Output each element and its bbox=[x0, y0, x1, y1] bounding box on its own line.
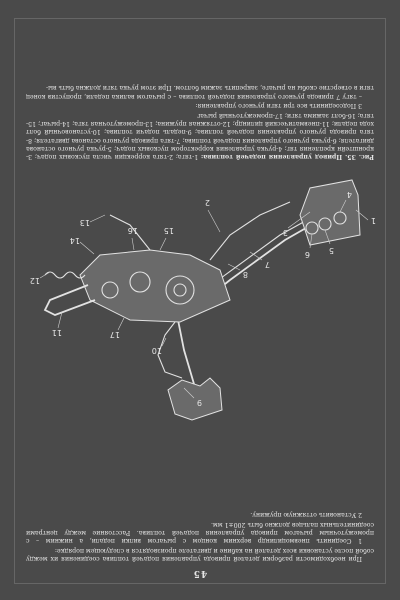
callout-1: 1 bbox=[370, 216, 376, 225]
callout-15: 15 bbox=[163, 226, 174, 235]
return-spring-drawing bbox=[45, 272, 85, 278]
callout-8: 8 bbox=[242, 270, 248, 279]
fuel-control-drive-figure bbox=[20, 168, 380, 450]
callout-14: 14 bbox=[69, 236, 80, 245]
callout-leader bbox=[208, 210, 220, 232]
callout-leader bbox=[80, 242, 94, 254]
callout-leader bbox=[90, 215, 105, 222]
callout-17: 17 bbox=[109, 330, 120, 339]
instructions-text-top bbox=[26, 452, 374, 562]
callout-11: 11 bbox=[51, 328, 62, 337]
figure-caption-text: 1-тяга; 2-тяга коррекции числа пусковых подач; 3-кронштейн крепления тяг; 4-ручка управления корректором пусковых подач; 5-ручка ручного останова двигателя; 6-ручка ручного управления подачей топлива; 7-тяга привода ручного останова двигателя; 8-тяга привода ручного управления подачей топлива; 9-педаль подачи топлива; 10-установочный болт хода педали; 11-пневматический цилиндр; 12-оттяжная пружина; 13-промежуточная тяга; 14-рычаг; 15-тяга; 16-болт зажима тяги; 17-промежуточный рычаг bbox=[26, 111, 374, 160]
paragraph: 2 Установить оттяжную пружину. bbox=[250, 510, 362, 518]
callout-leader bbox=[160, 238, 166, 250]
callout-leader bbox=[118, 318, 124, 330]
figure-caption bbox=[26, 111, 374, 160]
callout-9: 9 bbox=[196, 398, 202, 407]
callout-10: 10 bbox=[151, 346, 162, 355]
page-number: 45 bbox=[192, 568, 208, 578]
figure-caption-label: Рис. 35. Привод управления подачей топлива: bbox=[200, 153, 374, 160]
lower-rod-drawing bbox=[210, 202, 290, 260]
figure-drawing bbox=[20, 168, 380, 450]
callout-3: 3 bbox=[282, 228, 288, 237]
instructions-text-bottom bbox=[26, 20, 374, 160]
callout-16: 16 bbox=[127, 226, 138, 235]
pedal-bracket-drawing bbox=[168, 378, 222, 420]
callout-7: 7 bbox=[264, 260, 270, 269]
callout-12: 12 bbox=[29, 276, 40, 285]
paragraph: При необходимости разборки деталей привода управления подачей топлива соединения их между собой после установки всех деталей на кабине и двигателе производятся в следующем порядке: bbox=[26, 546, 374, 562]
callout-6: 6 bbox=[304, 250, 310, 259]
paragraph: – тягу 7 привода ручного управления подачей топлива – с рычагом валика педали, пропустив конец тяги в отверстие скобы на рычаге, закрепить зажим болтом. При этом ручка тяги должна быть вы- bbox=[26, 84, 374, 100]
callout-2: 2 bbox=[204, 198, 210, 207]
callout-leader bbox=[132, 238, 134, 250]
callout-4: 4 bbox=[346, 190, 352, 199]
callout-5: 5 bbox=[328, 246, 334, 255]
pedal-arm-drawing bbox=[178, 320, 194, 384]
callout-leader bbox=[40, 272, 50, 278]
callout-13: 13 bbox=[79, 218, 90, 227]
paragraph: 1 Соединить пневмоцилиндр верхним концом с рычагом вилки педали, а нижним – с промежуточным рычагом привода управления подачей топлива. Расстояние между центрами соединительных пальцев должно быть 200±1 мм. bbox=[26, 520, 374, 545]
paragraph: 3 Подсоединить все три тяги ручного управления: bbox=[195, 102, 362, 110]
